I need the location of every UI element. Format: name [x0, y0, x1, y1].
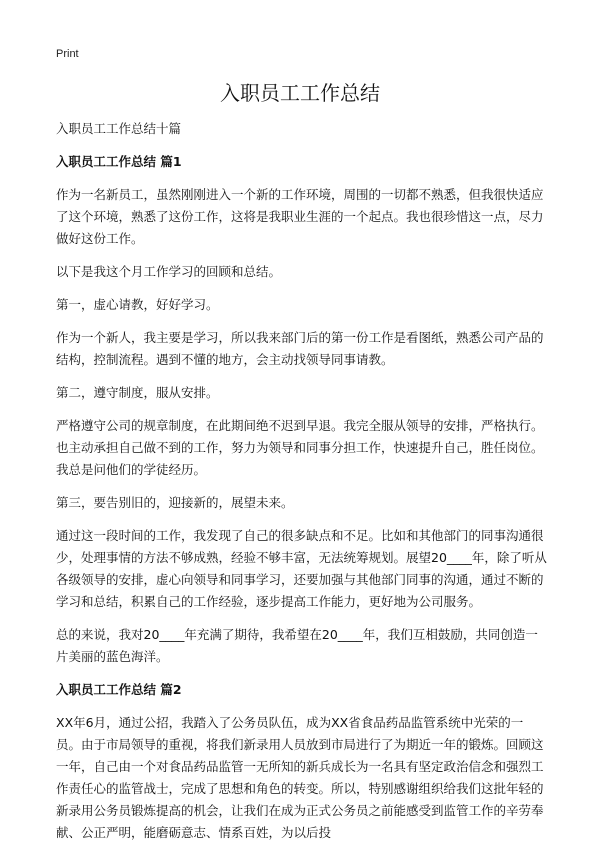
page-title: 入职员工工作总结	[220, 81, 380, 105]
paragraph: 严格遵守公司的规章制度，在此期间绝不迟到早退。我完全服从领导的安排，严格执行。也主动承担自己做不到的工作，努力为领导和同事分担工作，快速提升自己，胜任岗位。我总是问他们的学徒经历。	[56, 418, 544, 477]
section-heading-2: 入职员工工作总结 篇2	[56, 682, 182, 697]
paragraph: 第三，要告别旧的，迎接新的，展望未来。	[56, 495, 294, 510]
paragraph: 作为一名新员工，虽然刚刚进入一个新的工作环境，周围的一切都不熟悉，但我很快适应了这个环境，熟悉了这份工作，这将是我职业生涯的一个起点。我也很珍惜这一点，尽力做好这份工作。	[56, 187, 544, 246]
paragraph: 第二，遵守制度，服从安排。	[56, 385, 219, 400]
paragraph: XX年6月，通过公招，我踏入了公务员队伍，成为XX省食品药品监管系统中光荣的一员。由于市局领导的重视，将我们新录用人员放到市局进行了为期近一年的锻炼。回顾这一年，自己由一个对食品药品监管一无所知的新兵成长为一名具有坚定政治信念和强烈工作责任心的监管战士，完成了思想和角色的转变。所以，特别感谢组织给我们这批年轻的新录用公务员锻炼提高的机会，让我们在成为正式公务员之前能感受到监管工作的辛劳奉献、公正严明，能磨砺意志、情系百姓，为以后投	[56, 715, 544, 840]
print-link[interactable]: Print	[56, 48, 79, 60]
paragraph: 通过这一段时间的工作，我发现了自己的很多缺点和不足。比如和其他部门的同事沟通很少，处理事情的方法不够成熟，经验不够丰富，无法统筹规划。展望20____年，除了听从各级领导的安排，虚心向领导和同事学习，还要加强与其他部门同事的沟通，通过不断的学习和总结，积累自己的工作经验，逐步提高工作能力，更好地为公司服务。	[56, 528, 547, 609]
document-body	[56, 118, 548, 855]
paragraph: 总的来说，我对20____年充满了期待，我希望在20____年，我们互相鼓励，共同创造一片美丽的蓝色海洋。	[56, 627, 538, 664]
paragraph: 第一，虚心请教，好好学习。	[56, 297, 219, 312]
paragraph: 作为一个新人，我主要是学习，所以我来部门后的第一份工作是看图纸，熟悉公司产品的结构，控制流程。遇到不懂的地方，会主动找领导同事请教。	[56, 330, 544, 367]
paragraph: 以下是我这个月工作学习的回顾和总结。	[56, 264, 282, 279]
document-subtitle: 入职员工工作总结十篇	[56, 121, 182, 136]
section-heading-1: 入职员工工作总结 篇1	[56, 154, 182, 169]
